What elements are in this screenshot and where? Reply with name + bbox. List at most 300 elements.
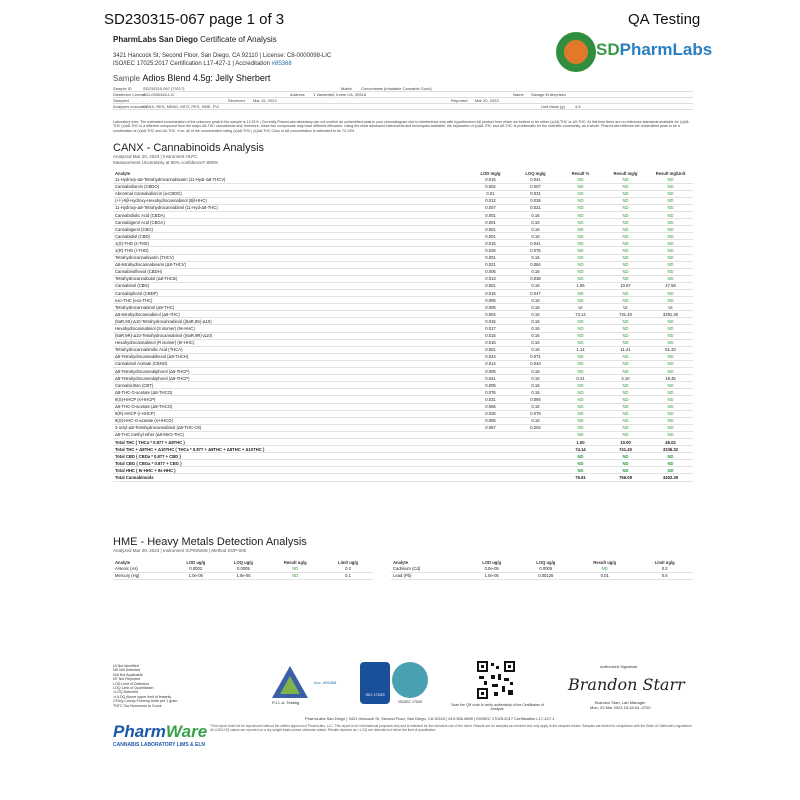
table-cell: 74.14	[558, 446, 603, 453]
analyte-name: Δ8-tetrahydrocannabivarin (Δ8-THCV)	[113, 261, 468, 268]
table-cell: 0.031	[468, 396, 513, 403]
table-row	[391, 572, 693, 579]
table-cell: 0.015	[468, 240, 513, 247]
table-cell: ND	[558, 431, 603, 438]
table-cell: ND	[267, 572, 323, 579]
table-cell: ND	[603, 382, 648, 389]
doc-type: Certificate of Analysis	[200, 35, 277, 44]
table-cell: 0.066	[468, 403, 513, 410]
column-header: LOD ug/g	[186, 560, 206, 565]
table-cell: 1.0e-05	[172, 572, 219, 579]
table-row	[113, 240, 693, 247]
table-cell: 0.204	[513, 424, 558, 431]
table-cell: 75.61	[558, 474, 603, 481]
lab-name: PharmLabs San Diego	[113, 35, 198, 44]
table-cell: 0.2	[636, 565, 693, 572]
table-cell: 0.16	[513, 346, 558, 353]
table-cell: 0.41	[558, 375, 603, 382]
table-cell: ND	[603, 247, 648, 254]
table-cell: 0.047	[513, 290, 558, 297]
hme-header	[113, 536, 307, 554]
table-cell: ND	[603, 268, 648, 275]
table-cell: 0.16	[513, 325, 558, 332]
table-row	[113, 368, 693, 375]
table-cell: ND	[648, 233, 693, 240]
column-header: LOD ug/g	[482, 560, 502, 565]
analyte-name: (+/-)-9β-Hydroxy-Hexahydrocannabinol (9β-HHC)	[113, 197, 468, 204]
sample-name: Adios Blend 4.5g: Jelly Sherbert	[142, 73, 271, 83]
analyte-name: 11-Hydroxy-Δ8-Tetrahydrocannabivarin (11-Hydr-Δ8-THCV)	[113, 176, 468, 183]
table-cell: UI	[558, 304, 603, 311]
table-cell: 0.16	[513, 318, 558, 325]
table-row	[113, 403, 693, 410]
table-cell: ND	[603, 467, 648, 474]
canx-analyzed: Analyzed Mar 20, 2023 | Instrument HLPC	[113, 154, 198, 159]
analyte-name: Cannabinolhexol (CBDH)	[113, 268, 468, 275]
table-row	[113, 325, 693, 332]
table-cell: 10.00	[603, 438, 648, 445]
table-cell: 0.0005	[519, 565, 573, 572]
analyte-name: exo-THC (exo-THC)	[113, 297, 468, 304]
table-cell: ND	[648, 325, 693, 332]
analyte-name: 3-octyl-Δ8-Tetrahydrocannabinol (Δ8-THC-C8)	[113, 424, 468, 431]
total-row	[113, 438, 693, 445]
hme-table-right	[391, 560, 693, 580]
table-row	[113, 565, 373, 572]
table-cell: 0.024	[468, 353, 513, 360]
analyte-name: Δ8-THC methyl ether (Δ8-MeO-THC)	[113, 431, 468, 438]
column-header: Limit ug/g	[654, 560, 675, 565]
canx-title: CANX - Cannabinoids Analysis	[113, 142, 265, 154]
table-cell	[468, 474, 513, 481]
accreditation-link[interactable]: #85368	[271, 61, 292, 67]
table-cell	[468, 453, 513, 460]
table-cell: ND	[558, 226, 603, 233]
table-cell: ND	[603, 226, 648, 233]
table-cell: 0.001	[468, 233, 513, 240]
table-cell: 0.1	[323, 572, 373, 579]
table-cell: 0.014	[468, 360, 513, 367]
table-cell: 0.076	[468, 389, 513, 396]
table-cell: 0.005	[468, 268, 513, 275]
column-header: Result %	[571, 171, 590, 176]
table-row	[113, 219, 693, 226]
table-cell: ND	[558, 183, 603, 190]
signer: Brandon Starr, Lab Manager Mon, 20 Mar 2023 15:18:04 -0700	[590, 700, 651, 710]
analyte-name: Cannabigerol (CBG)	[113, 226, 468, 233]
legend-item: CFU/g Colony Forming Units per 1 gram	[113, 699, 178, 704]
table-cell: 0.025	[468, 247, 513, 254]
table-cell: ND	[648, 467, 693, 474]
table-cell: ND	[603, 453, 648, 460]
table-cell: ND	[603, 339, 648, 346]
table-cell: 0.16	[513, 233, 558, 240]
analyte-name: 9(S)-HHCP (s-HHCP)	[113, 396, 468, 403]
table-cell: ND	[648, 417, 693, 424]
table-cell: 0.16	[513, 254, 558, 261]
table-cell: ND	[648, 261, 693, 268]
lab-note: Laboratory note: The estimated concentration of the unknown peak in the sample is 12.51% | Currently PharmLabs laboratory can not confirm an unidentified peak in your chromatogram due to interference only with hypothesized Δ8 product from which we believe to be either (x)Δ8-THC or Δ9-THC. At this time there are no reference standards available for (x)Δ8-THC (x)Δ8-THC is a different compound from the major Δ8-THC cannabinoid and, therefore, these two compounds may have different efficacies. Using the most advanced instruments and techniques available, the separation of (x)Δ8-THC and Δ9-THC is problematic for the scientific community, as a whole. PharmLabs believes the unidentified peak to be a combination of (x)Δ8-THC and Δ9-THC. If so, all of the concentration being (x)Δ8-THC | (x)Δ8-THC Conc of Δ8 concentration is estimated to be 73.14%	[113, 120, 690, 133]
table-cell: 0.007	[468, 204, 513, 211]
table-cell: 0.01	[573, 572, 636, 579]
table-cell: 0.017	[468, 325, 513, 332]
table-cell: ND	[558, 467, 603, 474]
legend-item: NT Not Reported	[113, 677, 141, 682]
column-header: LOD mg/g	[480, 171, 501, 176]
table-cell: ND	[648, 197, 693, 204]
table-cell: 0.16	[513, 332, 558, 339]
legend	[113, 664, 177, 708]
column-header: Result ug/g	[283, 560, 307, 565]
table-cell: ND	[603, 290, 648, 297]
table-cell: ND	[648, 389, 693, 396]
canx-uncertainty: Measurement Uncertainty at 95% confidence7.806%	[113, 160, 219, 165]
table-cell: 1.00	[558, 438, 603, 445]
table-cell	[468, 446, 513, 453]
table-cell: ND	[603, 204, 648, 211]
table-cell: ND	[648, 247, 693, 254]
legend-item: TNTC Too Numerous to Count	[113, 703, 162, 708]
legend-item: LOQ Limit of Quantitation	[113, 686, 154, 691]
table-cell: 756.08	[603, 474, 648, 481]
analyte-name: 9(R)-HHCP (r-HHCP)	[113, 410, 468, 417]
total-row	[113, 460, 693, 467]
table-cell: 0.16	[513, 226, 558, 233]
table-cell: 0.0002	[172, 565, 219, 572]
analyte-name: Total CBG ( CBGa * 0.877 + CBG )	[113, 460, 468, 467]
table-cell: ND	[558, 325, 603, 332]
analyte-name: Cadmium (Cd)	[391, 565, 465, 572]
table-cell: ND	[558, 382, 603, 389]
legend-item: <LOQ Detected	[113, 690, 139, 695]
table-cell: ND	[648, 424, 693, 431]
analyte-name: Cannabicitran (CBT)	[113, 382, 468, 389]
table-cell: ND	[558, 396, 603, 403]
table-row	[113, 360, 693, 367]
table-row	[113, 410, 693, 417]
table-row	[113, 346, 693, 353]
oc-badge: ISO/IEC 17025	[392, 662, 428, 698]
table-cell: ND	[558, 410, 603, 417]
table-cell: ND	[648, 332, 693, 339]
table-cell: ND	[648, 226, 693, 233]
table-cell: ND	[648, 403, 693, 410]
table-cell: ND	[603, 332, 648, 339]
table-cell: ND	[558, 268, 603, 275]
table-cell	[468, 467, 513, 474]
table-cell: ND	[558, 389, 603, 396]
table-cell: 0.16	[513, 219, 558, 226]
analyte-name: Arsenic (As)	[113, 565, 172, 572]
table-row	[113, 226, 693, 233]
table-cell: ND	[573, 565, 636, 572]
table-cell: ND	[558, 254, 603, 261]
table-cell: ND	[558, 275, 603, 282]
lab-address-block	[113, 52, 331, 68]
table-cell	[468, 438, 513, 445]
table-cell: 0.005	[468, 368, 513, 375]
table-cell: 0.16	[513, 368, 558, 375]
table-cell: ND	[648, 176, 693, 183]
table-cell: 0.005	[468, 382, 513, 389]
table-cell: ND	[648, 453, 693, 460]
table-cell: ND	[558, 219, 603, 226]
analyte-name: 1(S)-THD (s-THD)	[113, 240, 468, 247]
table-row	[113, 389, 693, 396]
table-cell: ND	[648, 268, 693, 275]
table-cell: 0.16	[513, 304, 558, 311]
table-cell: 0.16	[513, 297, 558, 304]
analyte-name: Total THC + Δ8THC + Δ10THC ( THCa * 0.877 + Δ9THC + Δ8THC + Δ10THC )	[113, 446, 468, 453]
total-row	[113, 453, 693, 460]
analyte-name: Tetrahydrocannabinolic Acid (THCA)	[113, 346, 468, 353]
qr-code[interactable]	[476, 660, 516, 700]
table-cell: ND	[648, 219, 693, 226]
table-cell: 0.031	[513, 190, 558, 197]
lab-heading	[113, 35, 277, 44]
table-cell: ND	[648, 353, 693, 360]
analyte-name: Cannabinol Acetate (CBNO)	[113, 360, 468, 367]
table-cell: ND	[648, 396, 693, 403]
table-cell: ND	[648, 211, 693, 218]
table-cell: 3.0e-05	[465, 565, 519, 572]
table-cell: 0.067	[468, 424, 513, 431]
table-cell: 0.094	[513, 396, 558, 403]
table-cell: 4.10	[603, 375, 648, 382]
analyte-name: (6aR,9S)-Δ10-Tetrahydrocannabinol ((6aR,9S)-Δ10)	[113, 318, 468, 325]
table-cell: 0.038	[513, 275, 558, 282]
total-row	[113, 446, 693, 453]
table-cell: 0.015	[468, 318, 513, 325]
table-cell: 0.036	[513, 197, 558, 204]
qa-label: QA Testing	[628, 11, 701, 28]
table-cell: ND	[603, 353, 648, 360]
footer-address: PharmLabs San Diego | 3421 Hancock St, Second Floor, San Diego, CA 92110 | 619.356.0899 | ISO/IEC 17025:2017 Certification L17-427-1	[305, 716, 555, 721]
analyte-name: Δ8-THC-O-acetate (Δ8-THCO)	[113, 389, 468, 396]
column-header: LOQ ug/g	[233, 560, 253, 565]
table-cell: 731.40	[603, 311, 648, 318]
table-cell: ND	[558, 360, 603, 367]
analyte-name: Hexahydrocannabinol (R isomer) (9r-HHC)	[113, 339, 468, 346]
table-cell: 0.005	[468, 417, 513, 424]
table-cell: 0.005	[468, 304, 513, 311]
table-row	[113, 431, 693, 438]
table-cell: ND	[558, 417, 603, 424]
table-row	[113, 304, 693, 311]
table-cell: ND	[558, 190, 603, 197]
table-cell: 73.14	[558, 311, 603, 318]
table-cell: 0.075	[513, 247, 558, 254]
table-cell: 3402.35	[648, 474, 693, 481]
analyte-name: Tetrahydrocannabinol (Δ9-THC)	[113, 304, 468, 311]
table-cell: 0.013	[468, 275, 513, 282]
table-cell: ND	[648, 460, 693, 467]
table-cell: ND	[603, 219, 648, 226]
pjla-badge: P.J.L.A. Testing Acc. #95368	[268, 662, 348, 710]
table-cell: ND	[558, 339, 603, 346]
table-cell: 11.41	[603, 346, 648, 353]
table-cell: ND	[558, 332, 603, 339]
table-cell: 0.16	[513, 211, 558, 218]
analyte-name: 9(S)-HHC-O-acetate (s-HHCO)	[113, 417, 468, 424]
table-cell: ND	[603, 233, 648, 240]
analyte-name: Cannabidiolic Acid (CBDA)	[113, 211, 468, 218]
analyte-name: Cannabiphorol (CBDP)	[113, 290, 468, 297]
table-cell: ND	[648, 290, 693, 297]
table-cell: 0.001	[468, 226, 513, 233]
table-cell: 0.16	[513, 382, 558, 389]
table-cell: 47.58	[648, 282, 693, 289]
table-cell: 0.001	[468, 254, 513, 261]
analyte-name: Hexahydrocannabinol (S isomer) (9s-HHC)	[113, 325, 468, 332]
table-row	[113, 190, 693, 197]
table-cell: 1.0e-05	[465, 572, 519, 579]
analyte-name: Mercury (Hg)	[113, 572, 172, 579]
table-cell: 0.005	[468, 297, 513, 304]
table-cell: 0.001	[468, 211, 513, 218]
table-cell: ND	[603, 424, 648, 431]
table-cell: ND	[648, 240, 693, 247]
qr-caption: Scan the QR code to verify authenticity of the Certificates of Analysis.	[451, 703, 544, 711]
column-header: Limit ug/g	[338, 560, 359, 565]
table-row	[113, 318, 693, 325]
analyte-name: Cannabigerol Acid (CBGA)	[113, 219, 468, 226]
table-cell: 10.57	[603, 282, 648, 289]
table-cell: 0.007	[513, 183, 558, 190]
column-header: LOQ mg/g	[525, 171, 546, 176]
table-cell: ND	[648, 275, 693, 282]
table-cell: 0.002	[468, 183, 513, 190]
table-cell: ND	[603, 325, 648, 332]
table-cell: 0.004	[468, 311, 513, 318]
analyte-name: Δ9-THC-O-acetate (Δ9-THCO)	[113, 403, 468, 410]
table-cell: ND	[648, 204, 693, 211]
table-row	[113, 183, 693, 190]
table-row	[113, 297, 693, 304]
table-cell: 0.16	[513, 268, 558, 275]
legend-item: N/A Not Applicable	[113, 672, 143, 677]
table-cell: 0.16	[513, 311, 558, 318]
analyte-name: Total HHC ( 9r-HHC + 9s-HHC )	[113, 467, 468, 474]
table-cell: ND	[558, 403, 603, 410]
table-cell: ND	[558, 368, 603, 375]
table-cell: ND	[648, 410, 693, 417]
table-cell: 1.0e-05	[219, 572, 267, 579]
table-cell: 18.45	[648, 375, 693, 382]
table-cell: ND	[603, 417, 648, 424]
table-cell: ND	[648, 360, 693, 367]
table-cell: ND	[603, 297, 648, 304]
signature-label: Authorized Signature	[600, 664, 638, 669]
table-cell: 0.015	[468, 290, 513, 297]
logo-text: SDPharmLabs	[596, 40, 713, 59]
table-cell: 0.16	[513, 282, 558, 289]
total-row	[113, 467, 693, 474]
table-cell: ND	[603, 389, 648, 396]
table-cell: ND	[603, 254, 648, 261]
table-cell: ND	[558, 261, 603, 268]
legend-item: UI Not Identified	[113, 664, 139, 668]
table-row	[113, 268, 693, 275]
table-cell: ND	[558, 211, 603, 218]
table-cell: 0.041	[513, 240, 558, 247]
pharmware-logo: PharmWare	[113, 722, 208, 741]
table-cell: ND	[648, 339, 693, 346]
table-cell: ND	[558, 290, 603, 297]
table-cell: 0.071	[513, 353, 558, 360]
table-row	[113, 332, 693, 339]
table-row	[113, 290, 693, 297]
table-cell: ND	[603, 197, 648, 204]
table-row	[113, 396, 693, 403]
hme-title: HME - Heavy Metals Detection Analysis	[113, 536, 307, 548]
analyte-name: Δ8-tetrahydrocannabinol (Δ8-THC)	[113, 311, 468, 318]
table-cell: ND	[648, 254, 693, 261]
table-cell: 3336.32	[648, 446, 693, 453]
table-row	[391, 565, 693, 572]
table-cell: ND	[603, 460, 648, 467]
column-header: LOQ ug/g	[536, 560, 556, 565]
table-cell: 0.041	[468, 375, 513, 382]
table-row	[113, 204, 693, 211]
column-header: Result mg/Unit	[655, 171, 686, 176]
table-row	[113, 211, 693, 218]
table-row	[113, 572, 373, 579]
table-cell: 0.16	[513, 339, 558, 346]
table-cell: ND	[558, 453, 603, 460]
table-row	[113, 339, 693, 346]
canx-header	[113, 142, 264, 166]
table-cell: 0.079	[513, 410, 558, 417]
hme-analyzed: Analyzed Mar 20, 2023 | Instrument ICP/MSMS | Method SOP-005	[113, 548, 247, 553]
analyte-name: (6aR,9R)-Δ10-Tetrahydrocannabinol ((6aR,9R)-Δ10)	[113, 332, 468, 339]
analyte-name: Δ8-Tetrahydrocannabiphorol (Δ8-THCP)	[113, 375, 468, 382]
table-cell: ND	[603, 190, 648, 197]
table-cell: ND	[603, 368, 648, 375]
table-cell: 0.16	[513, 375, 558, 382]
analyte-name: Lead (Pb)	[391, 572, 465, 579]
table-cell: ND	[558, 247, 603, 254]
analyte-name: Cannabidiorcin (CBDO)	[113, 183, 468, 190]
table-cell	[513, 474, 558, 481]
table-cell: 0.5	[636, 572, 693, 579]
table-cell: ND	[558, 460, 603, 467]
table-cell: ND	[603, 318, 648, 325]
table-cell: ND	[648, 183, 693, 190]
table-cell: ND	[648, 431, 693, 438]
table-cell: ND	[648, 382, 693, 389]
pharmware-subtitle: CANNABIS LABORATORY LIMS & ELN	[113, 742, 206, 748]
table-cell: ND	[558, 240, 603, 247]
legend-item: ND Not Detected	[113, 668, 141, 673]
table-cell: 0.041	[513, 176, 558, 183]
table-cell: 741.40	[603, 446, 648, 453]
table-row	[113, 417, 693, 424]
table-row	[113, 261, 693, 268]
table-cell: ND	[603, 183, 648, 190]
analyte-name: Total CBD ( CBDa * 0.877 + CBD )	[113, 453, 468, 460]
table-cell: ND	[558, 297, 603, 304]
column-header: Analyte	[115, 171, 131, 176]
table-cell: 0.012	[468, 197, 513, 204]
table-cell	[513, 467, 558, 474]
hme-table-left	[113, 560, 373, 580]
legend-item: LOD Limit of Detection	[113, 681, 150, 686]
table-cell: 0.015	[468, 176, 513, 183]
table-cell	[513, 438, 558, 445]
table-cell: 1.14	[558, 346, 603, 353]
table-cell: 0.16	[513, 403, 558, 410]
